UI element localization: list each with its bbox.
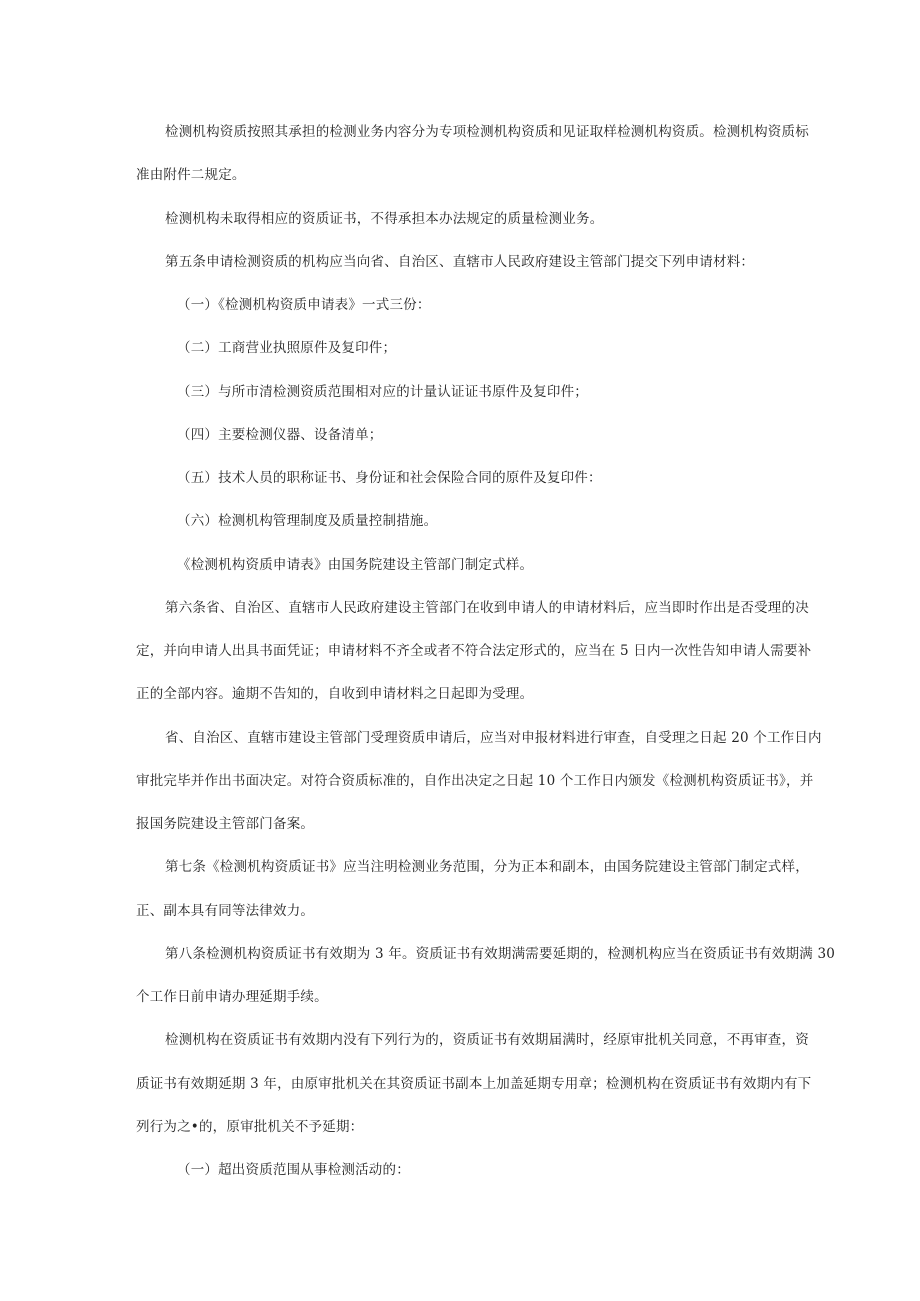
- paragraph-line: 正、副本具有同等法律效力。: [136, 903, 315, 919]
- paragraph-line: 检测机构资质按照其承担的检测业务内容分为专项检测机构资质和见证取样检测机构资质。检测机构资质标: [165, 124, 809, 140]
- paragraph-line: 《检测机构资质申请表》由国务院建设主管部门制定式样。: [177, 557, 534, 573]
- list-item: （六）检测机构管理制度及质量控制措施。: [177, 513, 438, 529]
- list-item: （一）超出资质范围从事检测活动的：: [177, 1162, 410, 1178]
- paragraph-line: 省、自治区、直辖市建设主管部门受理资质申请后，应当对申报材料进行审查，自受理之日起 20 个工作日内: [165, 730, 822, 746]
- paragraph-line: 列行为之•的，原审批机关不予延期：: [136, 1119, 364, 1135]
- paragraph-line: 第七条《检测机构资质证书》应当注明检测业务范围，分为正本和副本，由国务院建设主管部门制定式样，: [165, 859, 809, 875]
- paragraph-line: 定，并向申请人出具书面凭证；申请材料不齐全或者不符合法定形式的，应当在 5 日内一次性告知申请人需要补: [136, 643, 812, 659]
- paragraph-line: 质证书有效期延期 3 年，由原审批机关在其资质证书副本上加盖延期专用章；检测机构在资质证书有效期内有下: [136, 1076, 812, 1092]
- list-item: （四）主要检测仪器、设备清单；: [177, 427, 383, 443]
- paragraph-line: 报国务院建设主管部门备案。: [136, 816, 315, 832]
- paragraph-line: 检测机构未取得相应的资质证书，不得承担本办法规定的质量检测业务。: [165, 211, 604, 227]
- paragraph-line: 第六条省、自治区、直辖市人民政府建设主管部门在收到申请人的申请材料后，应当即时作出是否受理的决: [165, 600, 809, 616]
- list-item: （二）工商营业执照原件及复印件；: [177, 340, 397, 356]
- list-item: （三）与所市清检测资质范围相对应的计量认证证书原件及复印件；: [177, 384, 588, 400]
- list-item: （一）《检测机构资质申请表》一式三份：: [177, 297, 431, 313]
- paragraph-line: 审批完毕并作出书面决定。对符合资质标准的，自作出决定之日起 10 个工作日内颁发《检测机构资质证书》，并: [136, 773, 814, 789]
- paragraph-line: 正的全部内容。逾期不告知的，自收到申请材料之日起即为受理。: [136, 686, 534, 702]
- paragraph-line: 个工作日前申请办理延期手续。: [136, 989, 328, 1005]
- paragraph-line: 准由附件二规定。: [136, 167, 246, 183]
- list-item: （五）技术人员的职称证书、身份证和社会保险合同的原件及复印件：: [177, 470, 602, 486]
- paragraph-line: 第八条检测机构资质证书有效期为 3 年。资质证书有效期满需要延期的，检测机构应当在资质证书有效期满 30: [165, 946, 836, 962]
- paragraph-line: 检测机构在资质证书有效期内没有下列行为的，资质证书有效期届满时，经原审批机关同意，不再审查，资: [165, 1032, 809, 1048]
- paragraph-line: 第五条申请检测资质的机构应当向省、自治区、直辖市人民政府建设主管部门提交下列申请材料：: [165, 254, 755, 270]
